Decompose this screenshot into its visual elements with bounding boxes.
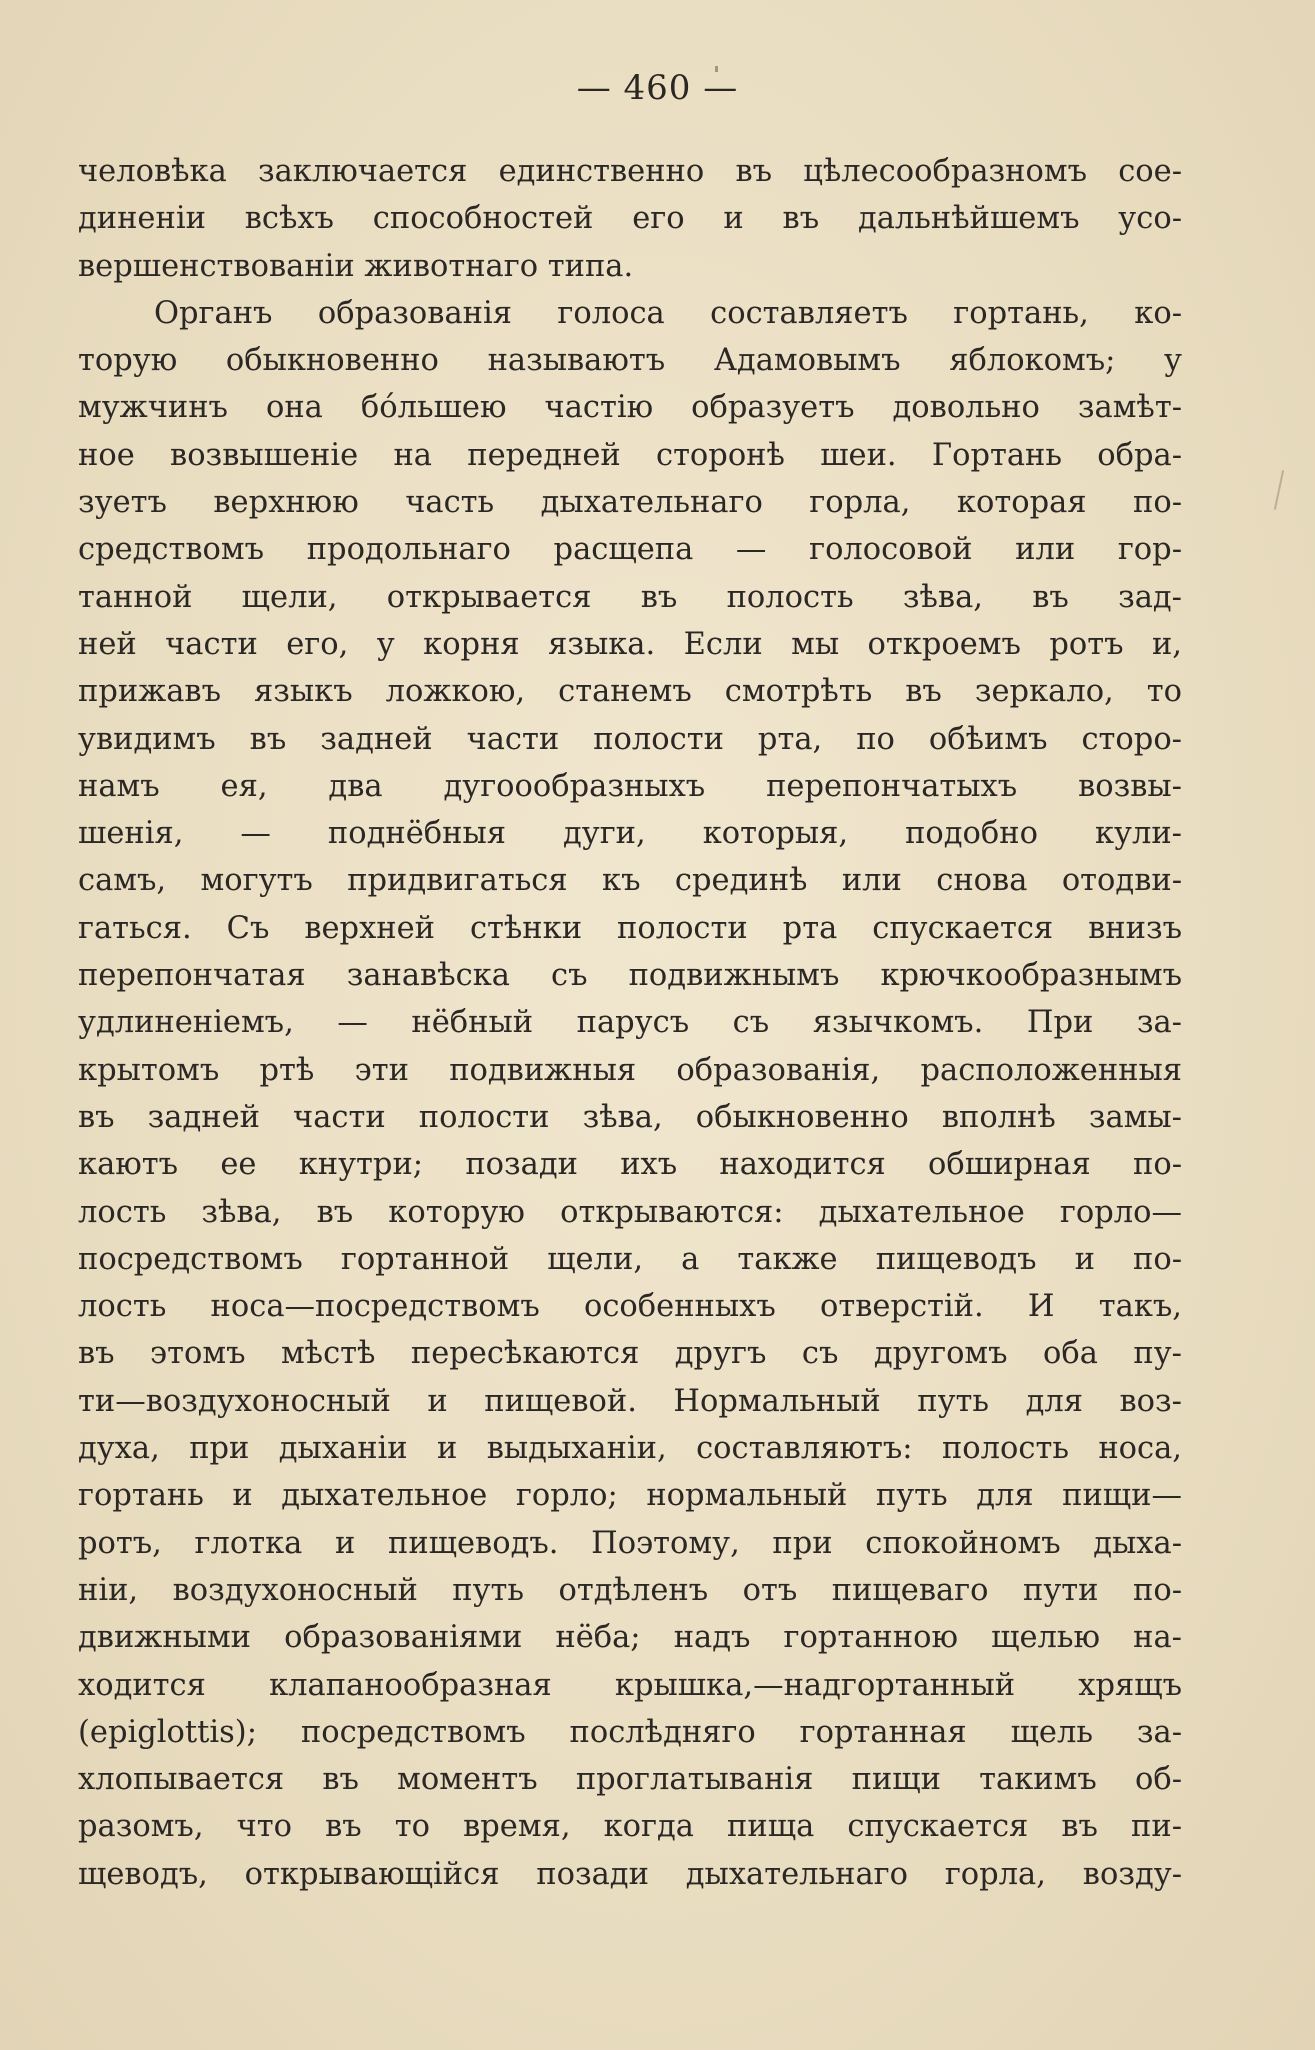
text-line: вершенствованіи животнаго типа. xyxy=(78,248,634,284)
text-line: самъ, могутъ придвигаться къ срединѣ или снова отодви- xyxy=(78,863,1182,899)
text-line: Органъ образованія голоса составляетъ гортань, ко- xyxy=(154,295,1182,331)
text-line: ніи, воздухоносный путь отдѣленъ отъ пищеваго пути по- xyxy=(78,1572,1182,1608)
text-line: намъ ея, два дугоообразныхъ перепончатыхъ возвы- xyxy=(78,768,1182,804)
text-line: въ задней части полости зѣва, обыкновенно вполнѣ замы- xyxy=(78,1099,1182,1135)
text-line: гортань и дыхательное горло; нормальный путь для пищи— xyxy=(78,1478,1182,1514)
text-line: ходится клапанообразная крышка,—надгортанный хрящъ xyxy=(78,1667,1182,1703)
body-text xyxy=(78,148,1182,1898)
text-line: гаться. Съ верхней стѣнки полости рта спускается внизъ xyxy=(78,910,1182,946)
text-line: (epiglottis); посредствомъ послѣдняго гортанная щель за- xyxy=(78,1714,1182,1750)
text-line: каютъ ее кнутри; позади ихъ находится обширная по- xyxy=(78,1147,1182,1183)
text-line: перепончатая занавѣска съ подвижнымъ крючкообразнымъ xyxy=(78,958,1182,994)
text-line: шенія, — поднёбныя дуги, которыя, подобно кули- xyxy=(78,816,1182,852)
text-line: прижавъ языкъ ложкою, станемъ смотрѣть въ зеркало, то xyxy=(78,674,1182,710)
text-line: духа, при дыханіи и выдыханіи, составляютъ: полость носа, xyxy=(78,1431,1182,1467)
text-line: мужчинъ она бо́льшею частію образуетъ довольно замѣт- xyxy=(78,390,1182,426)
text-line: хлопывается въ моментъ проглатыванія пищи такимъ об- xyxy=(78,1762,1182,1798)
text-line: удлиненіемъ, — нёбный парусъ съ язычкомъ. При за- xyxy=(78,1005,1182,1041)
text-line: лость носа—посредствомъ особенныхъ отверстій. И такъ, xyxy=(78,1289,1182,1325)
text-line: танной щели, открывается въ полость зѣва, въ зад- xyxy=(78,579,1182,615)
text-line: ротъ, глотка и пищеводъ. Поэтому, при спокойномъ дыха- xyxy=(78,1525,1182,1561)
text-line: ти—воздухоносный и пищевой. Нормальный путь для воз- xyxy=(78,1383,1182,1419)
text-line: въ этомъ мѣстѣ пересѣкаются другъ съ другомъ оба пу- xyxy=(78,1336,1182,1372)
text-line: щеводъ, открывающійся позади дыхательнаго горла, возду- xyxy=(78,1856,1182,1892)
page-number: — 460 — xyxy=(576,68,739,108)
text-line: увидимъ въ задней части полости рта, по обѣимъ сторо- xyxy=(78,721,1182,757)
text-line: ней части его, у корня языка. Если мы откроемъ ротъ и, xyxy=(78,626,1182,662)
margin-pencil-mark xyxy=(1274,470,1284,510)
text-line: торую обыкновенно называютъ Адамовымъ яблокомъ; у xyxy=(78,343,1182,379)
text-line: лость зѣва, въ которую открываются: дыхательное горло— xyxy=(78,1194,1182,1230)
text-line: движными образованіями нёба; надъ гортанною щелью на- xyxy=(78,1620,1182,1656)
text-line: крытомъ ртѣ эти подвижныя образованія, расположенныя xyxy=(78,1052,1182,1088)
text-line: ное возвышеніе на передней сторонѣ шеи. Гортань обра- xyxy=(78,437,1182,473)
text-line: диненіи всѣхъ способностей его и въ дальнѣйшемъ усо- xyxy=(78,201,1182,237)
text-line: зуетъ верхнюю часть дыхательнаго горла, которая по- xyxy=(78,485,1182,521)
text-line: посредствомъ гортанной щели, а также пищеводъ и по- xyxy=(78,1241,1182,1277)
text-line: разомъ, что въ то время, когда пища спускается въ пи- xyxy=(78,1809,1182,1845)
text-line: средствомъ продольнаго расщепа — голосовой или гор- xyxy=(78,532,1182,568)
text-line: человѣка заключается единственно въ цѣлесообразномъ соe- xyxy=(78,154,1182,189)
